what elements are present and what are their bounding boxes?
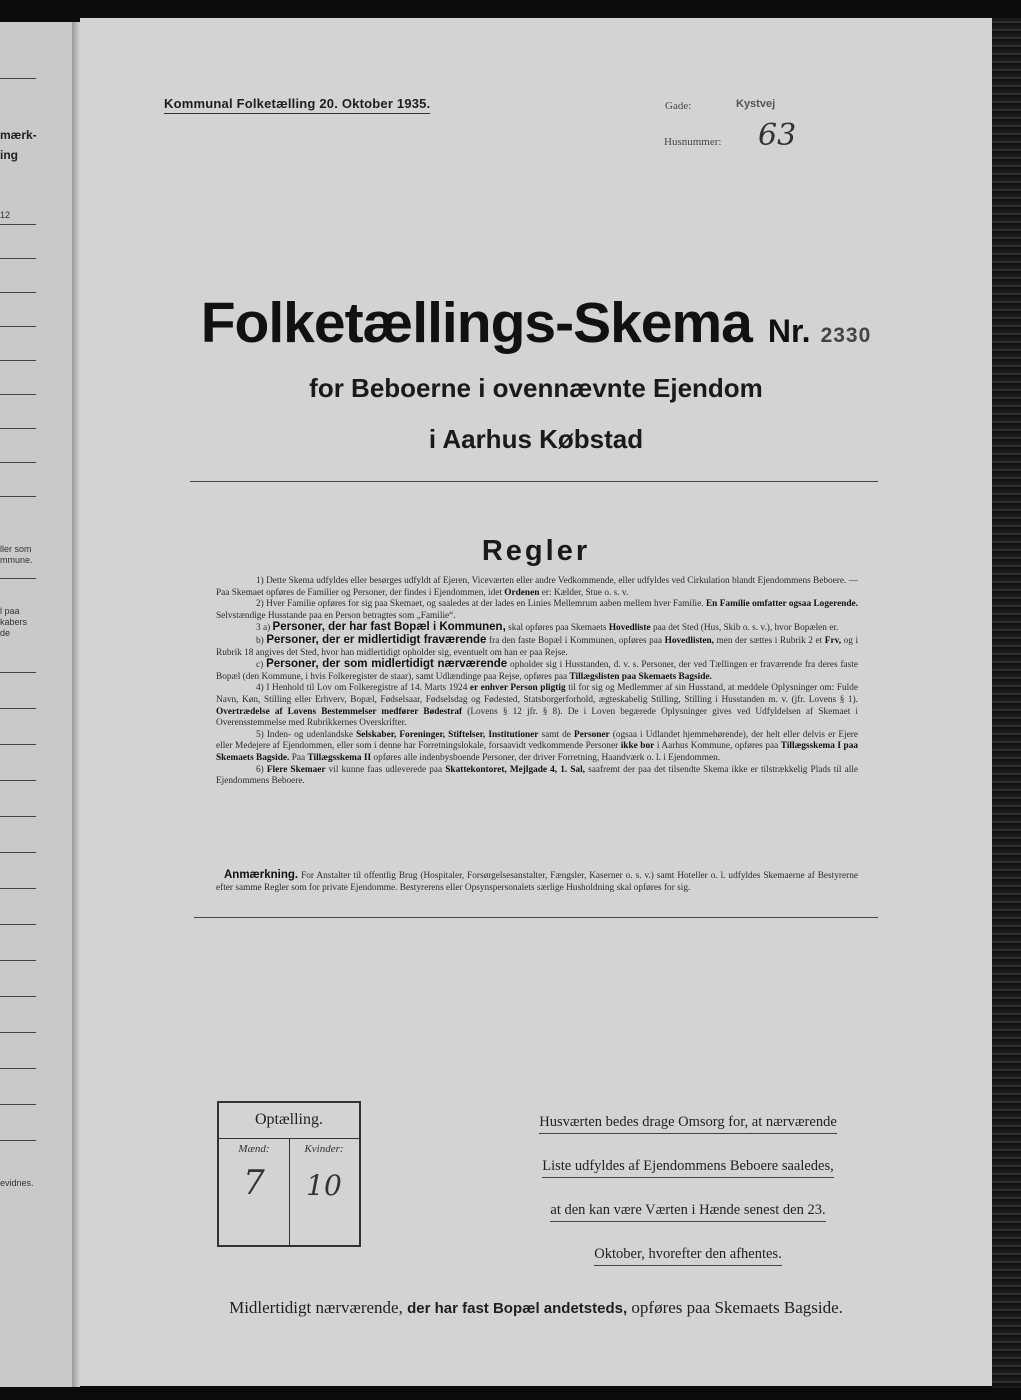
divider [0, 258, 36, 259]
gade-value: Kystvej [736, 98, 776, 110]
rule-3b: b) Personer, der er midlertidigt fraværende fra den faste Bopæl i Kommunen, opføres paa Hovedlisten, men der sættes i Rubrik 2 et Frv, og i Rubrik 18 angives det Sted, hvor han midlertidigt opholder sig, eventuelt om han er paa Rejse. [216, 633, 859, 658]
anmaerkning [216, 870, 858, 894]
left-fragment-text: ller som [0, 544, 32, 554]
divider [0, 78, 36, 79]
census-form-page [80, 18, 992, 1386]
divider [0, 960, 36, 961]
rule-3a: 3 a) Personer, der har fast Bopæl i Kommunen, skal opføres paa Skemaets Hovedliste paa det Sted (Hus, Skib o. s. v.), hvor Bopælen er. [256, 621, 839, 634]
form-subtitle-2: i Aarhus Købstad [428, 424, 644, 454]
rules-text [216, 576, 858, 788]
left-fragment-text: evidnes. [0, 1178, 34, 1188]
divider [0, 1104, 36, 1105]
divider [0, 672, 36, 673]
maend-value: 7 [243, 1163, 265, 1203]
divider [0, 708, 36, 709]
anmaerkning-heading: Anmærkning. [224, 869, 299, 881]
divider [0, 1032, 36, 1033]
left-fragment-text: kabers [0, 617, 28, 627]
form-subtitle-1: for Beboerne i ovennævnte Ejendom [309, 373, 763, 403]
divider [0, 816, 36, 817]
divider [0, 1140, 36, 1141]
note-line: Husværten bedes drage Omsorg for, at nærværende [539, 1111, 837, 1134]
divider [0, 428, 36, 429]
rule-1: 1) Dette Skema udfyldes eller besørges udfyldt af Ejeren, Viceværten eller andre Vedkommende, eller udfyldes ved Cirkulation blandt Ejendommens Beboere. — Paa Skemaet opføres de Familier og Personer, der findes i Ejendommen, idet Ordenen er: Kælder, Stue o. s. v. [216, 576, 858, 598]
divider [0, 744, 36, 745]
left-page-fragment [0, 22, 76, 1387]
divider [0, 496, 36, 497]
left-fragment-text: de [0, 628, 11, 638]
divider [190, 481, 878, 482]
form-nr-label: Nr. [767, 313, 811, 349]
kvinder-label: Kvinder: [304, 1143, 344, 1155]
divider [0, 924, 36, 925]
divider [0, 394, 36, 395]
divider [0, 360, 36, 361]
divider [194, 917, 878, 918]
optaelling-title: Optælling. [254, 1111, 323, 1128]
book-binding [992, 18, 1021, 1388]
rule-5: 5) Inden- og udenlandske Selskaber, Foreninger, Stiftelser, Institutioner samt de Personer (ogsaa i Udlandet hjemmehørende), der helt eller delvis er Ejere eller Medejere af Ejendommen, eller som i denne har Forretningslokale, forsaavidt vedkommende Personer ikke bor i Aarhus Kommune, opføres paa Tillægsskema I paa Skemaets Bagside. Paa Tillægsskema II opføres alle indenbysboende Personer, der driver Forretning, Haandværk o. l. i Ejendommen. [216, 729, 859, 763]
kvinder-value: 10 [306, 1169, 342, 1202]
note-line: at den kan være Værten i Hænde senest den 23. [550, 1199, 825, 1222]
rule-4: 4) I Henhold til Lov om Folkeregistre af 14. Marts 1924 er enhver Person pligtig til for sig og Medlemmer af sin Husstand, at meddele Oplysninger om: Fulde Navn, Køn, Stilling eller Erhverv, Bopæl, Fødselsaar, Fødselsdag og Fødested, Statsborgerforhold, ægteskabelig Stilling, Stilling i Husstanden m. v. (jfr. Lovens § 1). Overtrædelse af Lovens Bestemmelser medfører Bødestraf (Lovens § 12 jfr. § 8). De i Loven begærede Oplysninger gives ved Udfyldelsen af Skemaet i Overensstemmelse med Rubrikkernes Overskrifter. [216, 683, 858, 729]
left-fragment-text: mmune. [0, 555, 33, 565]
divider [0, 780, 36, 781]
note-line: Oktober, hvorefter den afhentes. [594, 1243, 781, 1266]
footer-note: Midlertidigt nærværende, der har fast Bopæl andetsteds, opføres paa Skemaets Bagside. [229, 1298, 843, 1317]
optaelling-box [217, 1101, 361, 1247]
gade-label: Gade: [665, 100, 692, 112]
form-number: 2330 [820, 324, 872, 347]
landlord-note [518, 1104, 858, 1280]
divider [0, 1068, 36, 1069]
left-fragment-text: ing [0, 148, 18, 162]
divider [0, 326, 36, 327]
anmaerkning-text: For Anstalter til offentlig Brug (Hospitaler, Forsørgelsesanstalter, Fængsler, Kaserner o. s. v.) samt Hoteller o. l. udfyldes Skemaerne af Bestyrerne efter samme Regler som for private Ejendomme. Bestyrerens eller Opsynspersonalets særlige Husholdning skal opføres for sig. [216, 871, 859, 893]
census-title: Kommunal Folketælling 20. Oktober 1935. [164, 96, 430, 114]
left-fragment-text: mærk- [0, 128, 37, 142]
divider [0, 996, 36, 997]
husnummer-value: 63 [758, 118, 797, 153]
divider [0, 578, 36, 579]
divider [0, 888, 36, 889]
rule-3c: c) Personer, der som midlertidigt nærværende opholder sig i Husstanden, d. v. s. Personer, der ved Tællingen er fraværende fra deres faste Bopæl (den Kommune, i hvis Folkeregister de staar), samt Udlændinge paa Rejse, opføres paa Tillægslisten paa Skemaets Bagside. [216, 658, 859, 682]
divider [0, 462, 36, 463]
form-title [80, 290, 992, 356]
divider [0, 852, 36, 853]
left-fragment-text: l paa [0, 606, 20, 616]
left-fragment-text: 12 [0, 210, 11, 220]
page-gutter [72, 22, 80, 1387]
rule-6: 6) Flere Skemaer vil kunne faas udleverede paa Skattekontoret, Mejlgade 4, 1. Sal, saafremt der paa det tilsendte Skema ikke er tilstrækkelig Plads til alle Ejendommens Beboere. [216, 764, 859, 787]
rule-2: 2) Hver Familie opføres for sig paa Skemaet, og saaledes at der lades en Linies Mellemrum aaben mellem hver Familie. En Familie omfatter ogsaa Logerende. Selvstændige Husstande paa en Person betragtes som „Familie“. [216, 599, 858, 621]
maend-label: Mænd: [238, 1143, 270, 1155]
regler-heading: Regler [481, 535, 591, 567]
note-line: Liste udfyldes af Ejendommens Beboere saaledes, [542, 1155, 834, 1178]
form-title-main: Folketællings-Skema [200, 291, 752, 355]
husnummer-label: Husnummer: [664, 136, 722, 148]
divider [0, 224, 36, 225]
divider [0, 292, 36, 293]
